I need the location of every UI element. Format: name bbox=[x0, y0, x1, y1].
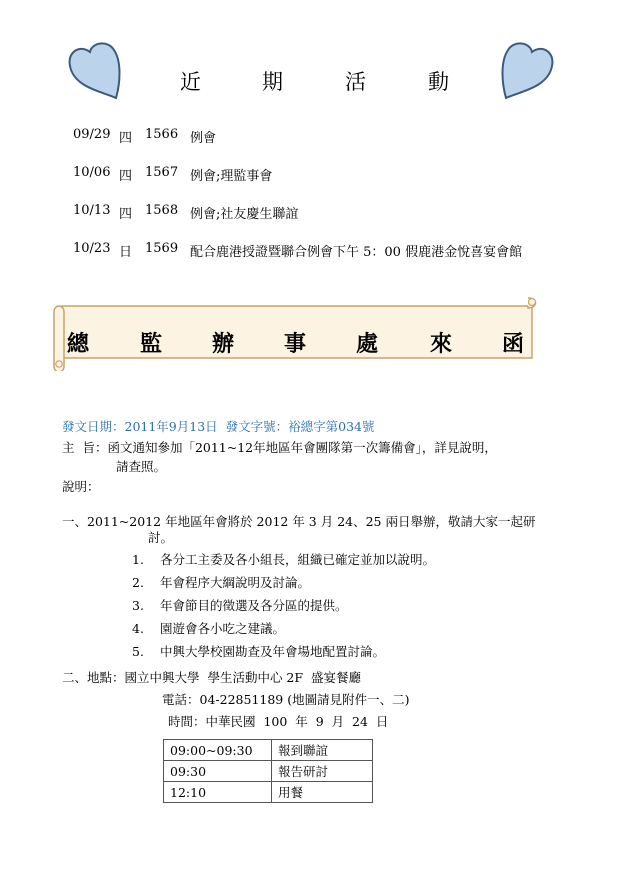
activity-date: 10/23 bbox=[73, 241, 111, 256]
time-line: 時間：中華民國 100 年 9 月 24 日 bbox=[168, 714, 389, 729]
item-one-cont: 討。 bbox=[148, 530, 174, 545]
activity-weekday: 四 bbox=[119, 169, 133, 184]
activity-event: 例會 bbox=[190, 131, 217, 146]
letter-reference: 發文日期：2011年9月13日 發文字號：裕總字第034號 bbox=[62, 419, 375, 434]
banner-char: 來 bbox=[430, 332, 453, 357]
title-char: 動 bbox=[428, 70, 449, 94]
activity-event: 例會;理監事會 bbox=[190, 169, 273, 184]
phone-line: 電話：04-22851189 (地圖請見附件一、二) bbox=[162, 692, 410, 707]
table-row bbox=[164, 761, 373, 782]
list-item: 1. 各分工主委及各小組長，組織已確定並加以說明。 bbox=[132, 552, 436, 567]
schedule-table bbox=[163, 739, 373, 803]
title-char: 期 bbox=[262, 70, 283, 94]
letter-subject: 主 旨：函文通知參加「2011~12年地區年會團隊第一次籌備會」，詳見說明， bbox=[62, 440, 497, 455]
title-char: 活 bbox=[345, 70, 366, 94]
activity-number: 1566 bbox=[145, 127, 179, 142]
schedule-time: 09:00~09:30 bbox=[164, 740, 272, 761]
title-char: 近 bbox=[180, 70, 201, 94]
schedule-event: 用餐 bbox=[272, 782, 373, 803]
letter-subject-cont: 請查照。 bbox=[116, 459, 167, 474]
banner-char: 辦 bbox=[212, 332, 235, 357]
activity-date: 10/06 bbox=[73, 165, 111, 180]
activity-number: 1567 bbox=[145, 165, 179, 180]
schedule-time: 12:10 bbox=[164, 782, 272, 803]
list-item: 4. 園遊會各小吃之建議。 bbox=[132, 621, 286, 636]
schedule-event: 報告研討 bbox=[272, 761, 373, 782]
item-one: 一、2011~2012 年地區年會將於 2012 年 3 月 24、25 兩日舉辦，敬請大家一起研 bbox=[62, 514, 536, 529]
banner-char: 事 bbox=[284, 332, 307, 357]
location-line: 二、地點：國立中興大學 學生活動中心 2F 盛宴餐廳 bbox=[62, 670, 361, 685]
activity-event: 例會;社友慶生聯誼 bbox=[190, 207, 299, 222]
banner-char: 總 bbox=[67, 332, 90, 357]
activity-row bbox=[73, 165, 272, 184]
activity-number: 1568 bbox=[145, 203, 179, 218]
right-heart-icon bbox=[496, 40, 558, 102]
banner-char: 函 bbox=[502, 332, 525, 357]
explain-label: 說明： bbox=[62, 479, 100, 494]
banner-char: 監 bbox=[140, 332, 163, 357]
schedule-time: 09:30 bbox=[164, 761, 272, 782]
table-row bbox=[164, 782, 373, 803]
list-item: 5. 中興大學校園勘查及年會場地配置討論。 bbox=[132, 644, 386, 659]
activity-weekday: 四 bbox=[119, 131, 133, 146]
activity-date: 10/13 bbox=[73, 203, 111, 218]
activity-date: 09/29 bbox=[73, 127, 111, 142]
activity-row bbox=[73, 203, 298, 222]
activity-weekday: 四 bbox=[119, 207, 133, 222]
table-row bbox=[164, 740, 373, 761]
banner-char: 處 bbox=[356, 332, 379, 357]
list-item: 2. 年會程序大綱說明及討論。 bbox=[132, 575, 311, 590]
activity-number: 1569 bbox=[145, 241, 179, 256]
list-item: 3. 年會節目的徵選及各分區的提供。 bbox=[132, 598, 348, 613]
activity-event: 配合鹿港授證暨聯合例會下午 5：00 假鹿港金悅喜宴會館 bbox=[190, 245, 523, 260]
activity-weekday: 日 bbox=[119, 245, 133, 260]
activity-row bbox=[73, 127, 216, 146]
schedule-event: 報到聯誼 bbox=[272, 740, 373, 761]
left-heart-icon bbox=[64, 40, 126, 102]
activity-row bbox=[73, 241, 522, 260]
